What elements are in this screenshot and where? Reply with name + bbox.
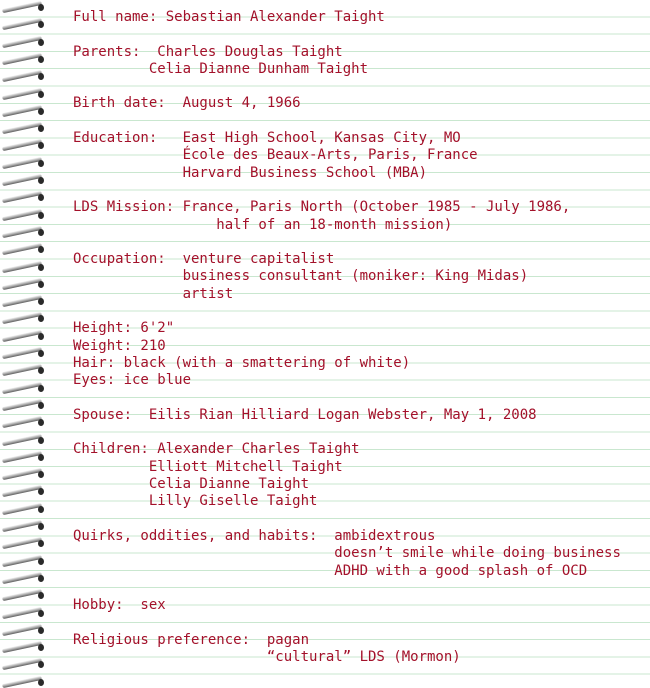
blank-line [73,424,645,441]
blank-line [73,113,645,130]
religion-line: Religious preference: pagan [73,631,310,648]
hair-line: Hair: black (with a smattering of white) [73,354,411,371]
eyes-line: Eyes: ice blue [73,372,192,389]
children-line: Celia Dianne Taight [73,476,310,493]
spiral-coil [2,678,46,687]
spiral-coil [2,609,46,618]
blank-line [73,303,645,320]
spiral-coil [2,193,46,202]
mission-line: LDS Mission: France, Paris North (October 1985 - July 1986, [73,199,571,216]
religion-line: “cultural” LDS (Mormon) [73,648,461,665]
blank-line [73,511,645,528]
spiral-coil [2,643,46,652]
mission-line: half of an 18-month mission) [73,216,453,233]
spiral-coil [2,418,46,427]
spiral-coil [2,591,46,600]
children-line: Lilly Giselle Taight [73,493,318,510]
children-line: Elliott Mitchell Taight [73,458,343,475]
spiral-coil [2,314,46,323]
spiral-coil [2,176,46,185]
quirks-line: ADHD with a good splash of OCD [73,562,588,579]
spiral-coil [2,384,46,393]
blank-line [73,26,645,43]
spiral-coil [2,228,46,237]
spiral-coil [2,332,46,341]
spiral-coil [2,55,46,64]
full-name-line: Full name: Sebastian Alexander Taight [73,9,385,25]
spiral-coil [2,574,46,583]
blank-line [73,78,645,95]
spiral-coil [2,626,46,635]
spiral-coil [2,38,46,47]
spiral-coil [2,159,46,168]
spiral-coil [2,280,46,289]
spiral-coil [2,470,46,479]
parents-line: Parents: Charles Douglas Taight [73,43,343,60]
occupation-line: business consultant (moniker: King Midas) [73,268,529,285]
spiral-coil [2,349,46,358]
occupation-line: Occupation: venture capitalist [73,251,335,268]
occupation-line: artist [73,285,234,302]
birth-date-line: Birth date: August 4, 1966 [73,95,301,112]
spiral-coil [2,72,46,81]
spiral-coil [2,245,46,254]
spiral-coil [2,141,46,150]
spiral-coil [2,366,46,375]
spiral-coil [2,436,46,445]
profile-text [73,9,645,666]
education-line: Harvard Business School (MBA) [73,164,428,181]
spiral-coil [2,263,46,272]
spiral-coil [2,124,46,133]
blank-line [73,580,645,597]
spouse-line: Spouse: Eilis Rian Hilliard Logan Webster, May 1, 2008 [73,406,537,423]
spiral-binding [0,0,48,687]
height-line: Height: 6'2" [73,320,175,337]
spiral-coil [2,3,46,12]
spiral-coil [2,297,46,306]
quirks-line: Quirks, oddities, and habits: ambidextrous [73,527,436,544]
blank-line [73,390,645,407]
weight-line: Weight: 210 [73,337,166,354]
education-line: École des Beaux-Arts, Paris, France [73,147,478,164]
spiral-coil [2,522,46,531]
spiral-coil [2,505,46,514]
hobby-line: Hobby: sex [73,597,166,614]
spiral-coil [2,90,46,99]
parents-line: Celia Dianne Dunham Taight [73,60,369,77]
quirks-line: doesn’t smile while doing business [73,545,621,562]
spiral-coil [2,107,46,116]
children-line: Children: Alexander Charles Taight [73,441,360,458]
spiral-coil [2,487,46,496]
spiral-coil [2,539,46,548]
spiral-coil [2,20,46,29]
spiral-coil [2,660,46,669]
blank-line [73,234,645,251]
blank-line [73,182,645,199]
education-line: Education: East High School, Kansas City, MO [73,130,461,147]
spiral-coil [2,401,46,410]
blank-line [73,614,645,631]
spiral-coil [2,557,46,566]
spiral-coil [2,453,46,462]
spiral-coil [2,211,46,220]
